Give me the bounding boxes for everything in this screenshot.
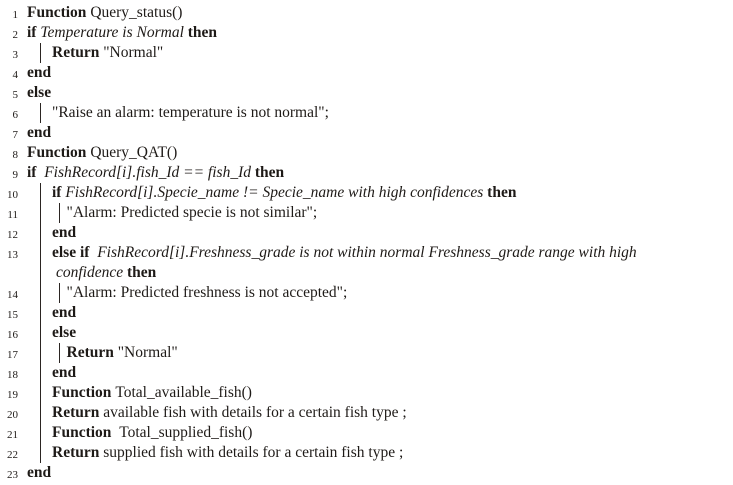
keyword: then xyxy=(127,264,157,281)
indent-rule xyxy=(40,443,52,463)
code-text xyxy=(52,303,76,323)
indent-rule xyxy=(59,203,67,223)
line-number: 17 xyxy=(7,348,18,361)
code-text xyxy=(52,103,329,123)
keyword: then xyxy=(487,184,517,201)
code-line xyxy=(0,323,733,343)
condition-text: FishRecord[i].Freshness_grade is not within normal Freshness_grade range with high xyxy=(97,244,637,261)
code-line xyxy=(0,23,733,43)
code-lines xyxy=(0,3,733,483)
code-line xyxy=(0,443,733,463)
code-text xyxy=(52,383,252,403)
keyword: end xyxy=(27,64,52,81)
indent-rule xyxy=(40,183,52,203)
keyword: end xyxy=(27,464,52,481)
code-line xyxy=(0,303,733,323)
statement-text: "Normal" xyxy=(103,44,164,61)
condition-text: FishRecord[i].Specie_name != Specie_name with high confidences xyxy=(65,184,488,201)
code-line xyxy=(0,3,733,23)
code-line xyxy=(0,403,733,423)
code-line xyxy=(0,283,733,303)
code-line xyxy=(0,83,733,103)
code-line xyxy=(0,223,733,243)
indent-rule xyxy=(40,223,52,243)
condition-text: Temperature is Normal xyxy=(40,24,188,41)
code-line xyxy=(0,63,733,83)
statement-text: "Raise an alarm: temperature is not normal"; xyxy=(52,104,329,121)
statement-text: Query_QAT() xyxy=(90,144,178,161)
code-line-continuation xyxy=(0,263,733,283)
code-text xyxy=(27,143,177,163)
line-number: 22 xyxy=(7,448,18,461)
keyword: Return xyxy=(52,404,104,421)
code-line xyxy=(0,143,733,163)
line-number: 19 xyxy=(7,388,18,401)
line-number: 16 xyxy=(7,328,18,341)
code-line xyxy=(0,363,733,383)
code-text xyxy=(52,263,156,283)
keyword: if xyxy=(27,24,41,41)
statement-text: supplied fish with details for a certain fish type ; xyxy=(103,444,404,461)
code-text xyxy=(67,343,178,363)
keyword: Function xyxy=(52,424,120,441)
line-number: 9 xyxy=(12,168,18,181)
code-text xyxy=(67,283,348,303)
line-number: 6 xyxy=(12,108,18,121)
code-text xyxy=(27,163,284,183)
code-line xyxy=(0,43,733,63)
keyword: Function xyxy=(27,144,91,161)
keyword: end xyxy=(52,304,77,321)
code-text xyxy=(27,63,51,83)
code-line xyxy=(0,203,733,223)
keyword: Return xyxy=(66,344,118,361)
keyword: end xyxy=(52,224,77,241)
code-text xyxy=(52,323,76,343)
code-text xyxy=(27,3,182,23)
code-line xyxy=(0,423,733,443)
statement-text: "Alarm: Predicted specie is not similar"; xyxy=(66,204,318,221)
indent-rule xyxy=(40,343,52,363)
indent-rule xyxy=(59,343,67,363)
indent-rule xyxy=(40,103,52,123)
code-line xyxy=(0,123,733,143)
code-text xyxy=(52,183,516,203)
indent-rule xyxy=(40,323,52,343)
keyword: end xyxy=(27,124,52,141)
code-text xyxy=(52,223,76,243)
keyword: else xyxy=(52,324,77,341)
indent-rule xyxy=(40,383,52,403)
keyword: else xyxy=(27,84,52,101)
indent-rule xyxy=(40,203,52,223)
statement-text: "Normal" xyxy=(117,344,178,361)
line-number: 1 xyxy=(12,8,18,21)
line-number: 12 xyxy=(7,228,18,241)
code-text xyxy=(52,363,76,383)
line-number: 13 xyxy=(7,248,18,261)
indent-rule xyxy=(40,283,52,303)
keyword: if xyxy=(52,184,66,201)
keyword: else if xyxy=(52,244,98,261)
code-line xyxy=(0,183,733,203)
indent-rule xyxy=(40,303,52,323)
statement-text: available fish with details for a certain fish type ; xyxy=(103,404,407,421)
statement-text: "Alarm: Predicted freshness is not accepted"; xyxy=(66,284,348,301)
indent-rule xyxy=(40,403,52,423)
line-number: 11 xyxy=(7,208,18,221)
code-text xyxy=(52,403,407,423)
code-text xyxy=(27,123,51,143)
line-number: 21 xyxy=(7,428,18,441)
line-number: 7 xyxy=(12,128,18,141)
code-text xyxy=(52,443,403,463)
code-line xyxy=(0,243,733,263)
line-number: 23 xyxy=(7,468,18,481)
code-text xyxy=(52,43,163,63)
statement-text: Total_supplied_fish() xyxy=(119,424,253,441)
indent-rule xyxy=(59,283,67,303)
keyword: Return xyxy=(52,444,104,461)
indent-rule xyxy=(40,243,52,263)
line-number: 15 xyxy=(7,308,18,321)
line-number: 18 xyxy=(7,368,18,381)
line-number: 20 xyxy=(7,408,18,421)
indent-rule xyxy=(40,363,52,383)
line-number: 2 xyxy=(12,28,18,41)
line-number: 3 xyxy=(12,48,18,61)
statement-text: Total_available_fish() xyxy=(115,384,252,401)
condition-text: confidence xyxy=(56,264,128,281)
indent-rule xyxy=(40,423,52,443)
line-number: 8 xyxy=(12,148,18,161)
code-line xyxy=(0,163,733,183)
code-text xyxy=(27,23,217,43)
keyword: if xyxy=(27,164,45,181)
line-number: 4 xyxy=(12,68,18,81)
line-number: 10 xyxy=(7,188,18,201)
keyword: then xyxy=(254,164,285,181)
code-text xyxy=(52,243,637,263)
line-number: 14 xyxy=(7,288,18,301)
keyword: Function xyxy=(27,4,91,21)
indent-rule xyxy=(40,43,52,63)
line-number: 5 xyxy=(12,88,18,101)
condition-text: FishRecord[i].fish_Id == fish_Id xyxy=(44,164,255,181)
keyword: end xyxy=(52,364,77,381)
code-text xyxy=(27,83,51,103)
line-number xyxy=(0,265,18,285)
code-line xyxy=(0,103,733,123)
keyword: Function xyxy=(52,384,116,401)
code-line xyxy=(0,463,733,483)
code-text xyxy=(52,423,252,443)
keyword: Return xyxy=(52,44,104,61)
keyword: then xyxy=(187,24,218,41)
statement-text: Query_status() xyxy=(90,4,183,21)
code-text xyxy=(27,463,51,483)
code-line xyxy=(0,343,733,363)
code-text xyxy=(67,203,318,223)
indent-rule xyxy=(40,263,52,283)
code-line xyxy=(0,383,733,403)
